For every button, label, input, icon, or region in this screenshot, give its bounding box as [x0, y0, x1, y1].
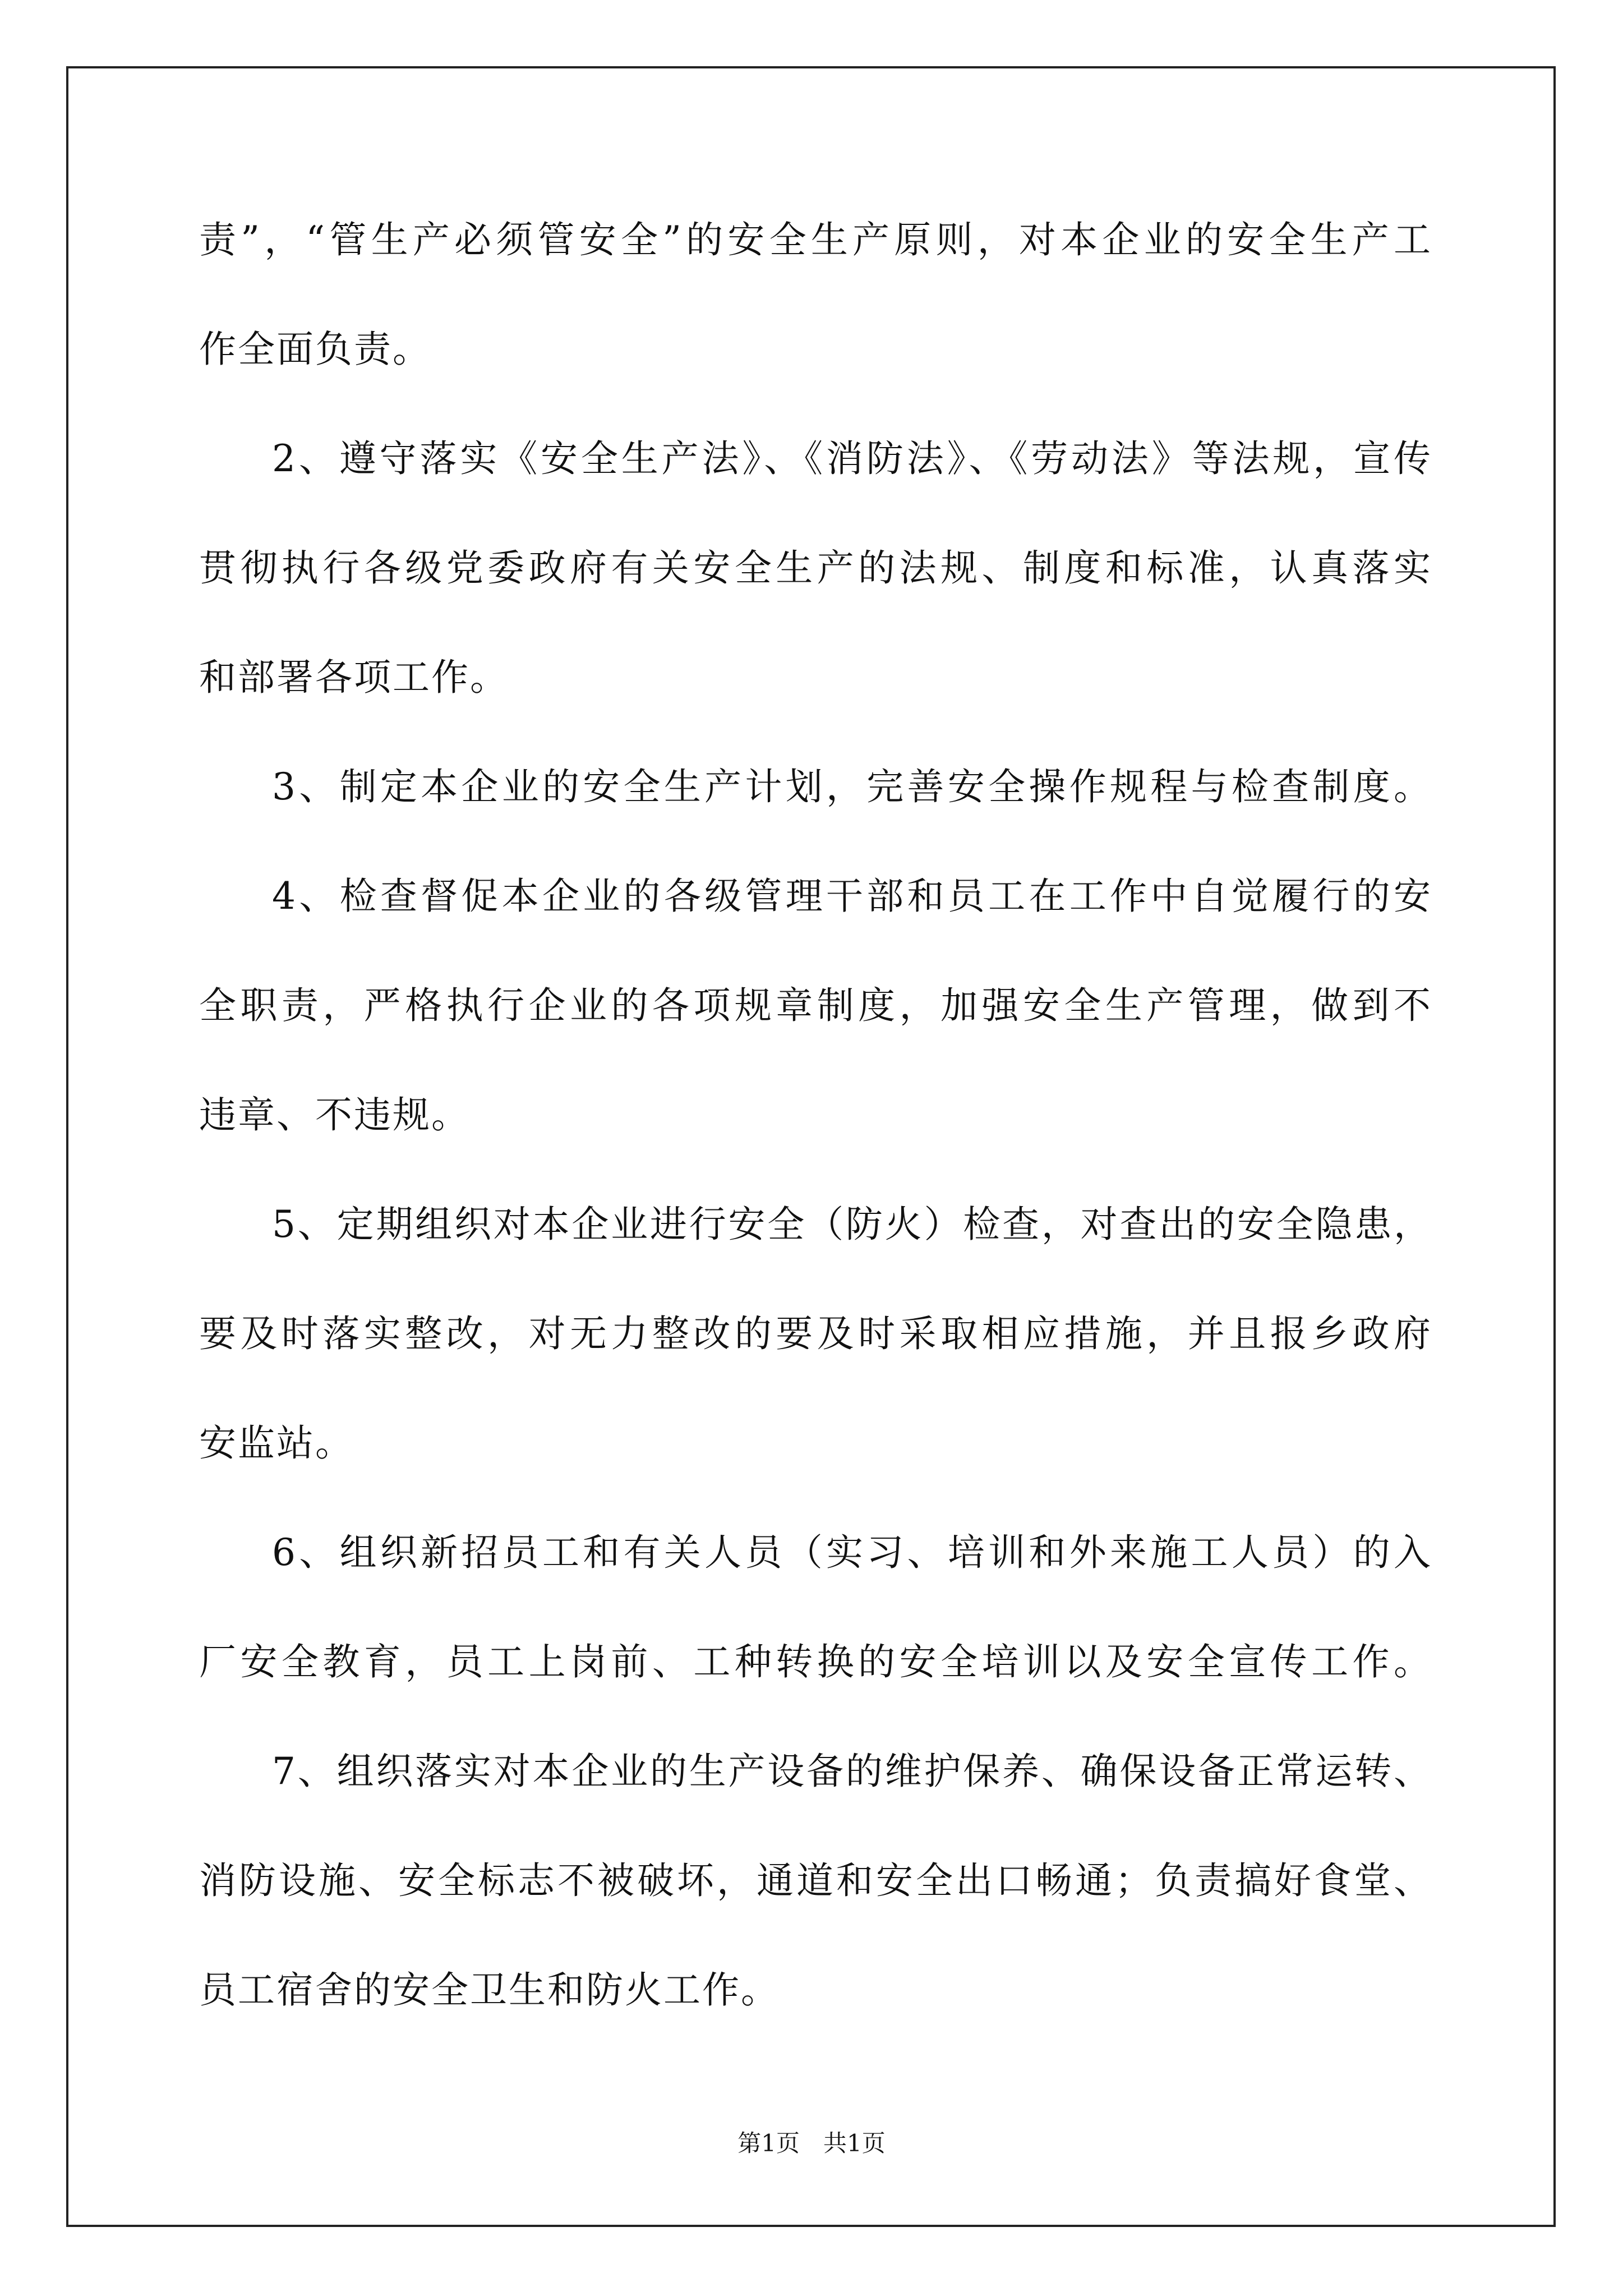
text-line: 责”，“管生产必须管安全”的安全生产原则，对本企业的安全生产工 — [199, 218, 1431, 261]
paragraph-6-start: 6、组织新招员工和有关人员（实习、培训和外来施工人员）的入 — [272, 1531, 1431, 1574]
text-line: 全职责，严格执行企业的各项规章制度，加强安全生产管理，做到不 — [199, 984, 1431, 1027]
text-line: 要及时落实整改，对无力整改的要及时采取相应措施，并且报乡政府 — [199, 1312, 1431, 1355]
text-line: 消防设施、安全标志不被破坏，通道和安全出口畅通；负责搞好食堂、 — [199, 1859, 1431, 1902]
text-line: 员工宿舍的安全卫生和防火工作。 — [199, 1968, 780, 2012]
text-line: 和部署各项工作。 — [199, 656, 509, 699]
text-line: 厂安全教育，员工上岗前、工种转换的安全培训以及安全宣传工作。 — [199, 1640, 1431, 1683]
text-line: 违章、不违规。 — [199, 1093, 470, 1137]
paragraph-3-start: 3、制定本企业的安全生产计划，完善安全操作规程与检查制度。 — [272, 765, 1431, 808]
text-line: 安监站。 — [199, 1421, 354, 1465]
paragraph-5-start: 5、定期组织对本企业进行安全（防火）检查，对查出的安全隐患， — [272, 1203, 1431, 1246]
document-body — [199, 0, 1431, 2296]
paragraph-4-start: 4、检查督促本企业的各级管理干部和员工在工作中自觉履行的安 — [272, 875, 1431, 918]
text-line: 贯彻执行各级党委政府有关安全生产的法规、制度和标准，认真落实 — [199, 546, 1431, 590]
paragraph-2-start: 2、遵守落实《安全生产法》、《消防法》、《劳动法》等法规，宣传 — [272, 437, 1431, 480]
text-line: 作全面负责。 — [199, 328, 431, 371]
page-number: 第1页 共1页 — [737, 2129, 886, 2157]
paragraph-7-start: 7、组织落实对本企业的生产设备的维护保养、确保设备正常运转、 — [272, 1750, 1431, 1793]
